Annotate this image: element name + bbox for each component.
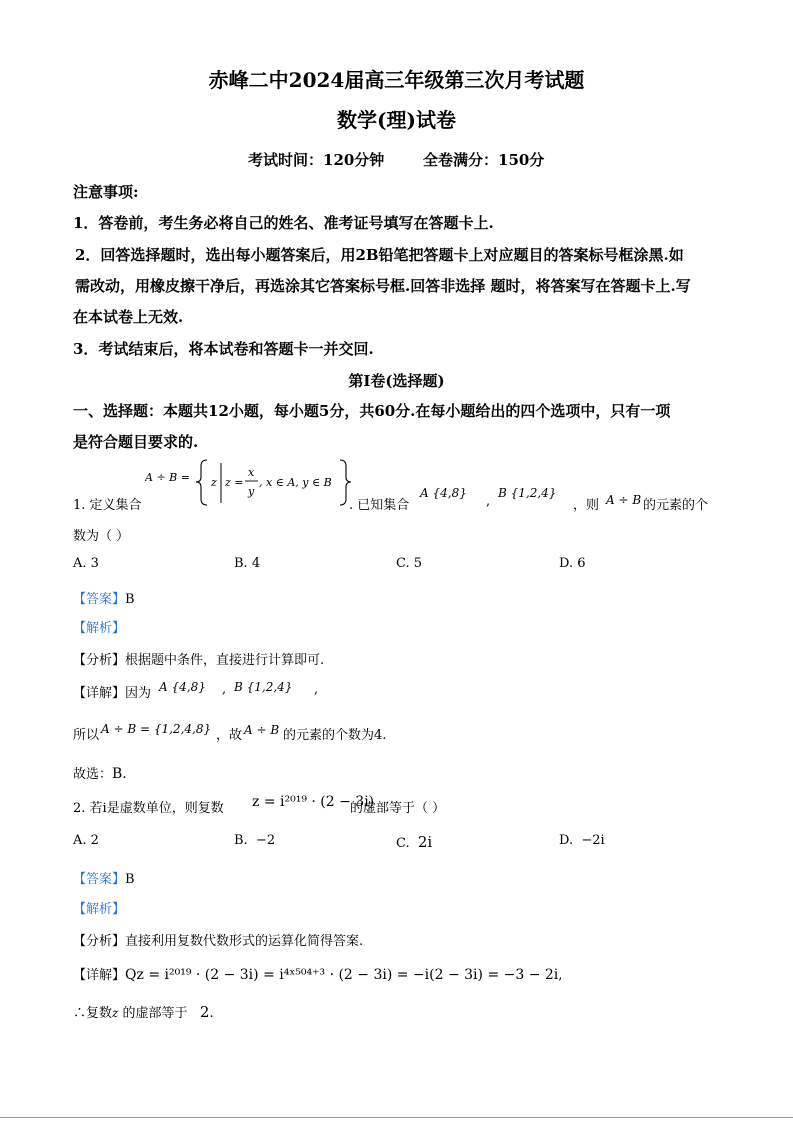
exam-score-info: 全卷满分：150分 [423,151,545,169]
xiangjie-text: 因为 [125,686,152,701]
q2-analysis-tag: 【解析】 [73,902,126,917]
q1-stem-end: 的元素的个 [643,498,709,513]
q2-option-c [396,833,432,851]
q1-option-a: A. 3 [73,556,99,571]
xiangjie-expr: Qz = i²⁰¹⁹ · (2 − 3i) = i⁴ˣ⁵⁰⁴⁺³ · (2 − 3i) = −i(2 − 3i) = −3 − 2i [125,967,559,983]
option-label: C. [396,836,410,851]
notes-item-2-line-1: 2．回答选择题时，选出每小题答案后，用2B铅笔把答题卡上对应题目的答案标号框涂黑.如 [75,246,684,264]
q1-stem-end-expr: A ÷ B [606,493,642,507]
choose-answer: B. [112,766,127,782]
q1-option-c: C. 5 [396,556,423,571]
exam-title: 赤峰二中2024届高三年级第三次月考试题 [208,68,585,92]
fenxi-tag: 【分析】 [73,653,126,668]
conclusion-value: 2 [199,1003,210,1021]
q2-answer [73,868,135,887]
q1-frac-denominator: y [248,485,255,498]
q1-set-b: B {1,2,4} [498,486,557,500]
section-instructions-line-1: 一、选择题：本题共12小题，每小题5分，共60分.在每小题给出的四个选项中，只有一项 [73,402,671,420]
q1-set-variable: z [211,476,217,489]
conclusion-prefix: ∴复数 [73,1006,113,1021]
option-label: D. [559,833,574,848]
q2-option-a: A. 2 [73,833,99,848]
option-label: B. [234,833,248,848]
q1-set-definition-formula [145,455,355,509]
q1-choose [73,763,127,782]
notes-heading: 注意事项: [73,183,139,201]
q1-analysis-tag: 【解析】 [73,621,126,636]
fenxi-text: 根据题中条件，直接进行计算即可. [125,653,325,668]
q1-frac-lhs: z = [225,476,244,489]
xiangjie-tag: 【详解】 [73,968,126,983]
answer-value: B [125,872,135,887]
q1-option-b: B. 4 [234,556,261,571]
q1-formula-prefix: A ÷ B = [145,471,190,484]
q1-so-expr: A ÷ B = {1,2,4,8} [101,722,212,736]
conclusion-mid: 的虚部等于 [122,1006,188,1021]
q1-xiangjie [73,682,151,701]
answer-value: B [125,592,135,607]
option-value: −2i [581,833,605,848]
notes-item-2-line-2: 需改动，用橡皮擦干净后，再选涂其它答案标号框.回答非选择 题时，将答案写在答题卡上.写 [75,277,691,295]
q1-frac-numerator: x [248,466,255,479]
q2-stem-expr: z = i²⁰¹⁹ · (2 − 3i) [252,794,375,810]
option-value: 2i [417,833,433,851]
section-title: 第Ⅰ卷(选择题) [348,372,445,390]
q1-set-a: A {4,8} [420,486,467,500]
q1-so-text: 所以 [73,728,100,743]
xiangjie-tag: 【详解】 [73,686,126,701]
notes-item-2-line-3: 在本试卷上无效. [73,308,184,326]
exam-time-info: 考试时间：120分钟 [248,151,385,169]
q1-fenxi [73,649,324,668]
q1-stem-start: 1. 定义集合 [73,498,142,513]
notes-item-3: 3．考试结束后，将本试卷和答题卡一并交回. [73,340,374,358]
q1-comma: , [486,494,491,509]
answer-tag: 【答案】 [73,872,126,887]
page-bottom-rule [0,1117,793,1118]
fenxi-text: 直接利用复数代数形式的运算化简得答案. [125,934,364,949]
q2-option-d [559,833,605,848]
section-instructions-line-2: 是符合题目要求的. [73,433,199,451]
xiangjie-end: , [558,968,563,983]
q2-xiangjie [73,964,562,983]
notes-item-1: 1．答卷前，考生务必将自己的姓名、准考证号填写在答题卡上. [73,214,494,232]
q1-so-mid: ，故 [216,728,243,743]
q2-fenxi [73,930,363,949]
q1-so-expr-2: A ÷ B [244,723,280,737]
q1-xiangjie-set-a: A {4,8} [159,680,206,694]
answer-tag: 【答案】 [73,592,126,607]
option-value: −2 [255,833,276,848]
q1-xiangjie-comma-1: , [222,682,227,697]
q2-conclusion [73,1002,214,1021]
q1-stem-end-prefix: ，则 [573,498,600,513]
conclusion-end: . [209,1006,214,1021]
exam-subtitle: 数学(理)试卷 [337,108,456,132]
q1-set-condition: , x ∈ A, y ∈ B [259,476,332,489]
q1-answer [73,588,135,607]
q1-option-d: D. 6 [559,556,586,571]
q1-stem-mid: . 已知集合 [349,498,410,513]
choose-label: 故选： [73,767,113,782]
q1-so-end: 的元素的个数为4. [283,728,387,743]
conclusion-var: z [112,1006,119,1020]
q2-stem-end: 的虚部等于（ ） [350,801,446,816]
q1-stem-line-2: 数为（ ） [73,529,130,544]
fenxi-tag: 【分析】 [73,934,126,949]
q2-option-b [234,833,275,848]
q2-stem-start: 2. 若i是虚数单位，则复数 [73,801,224,816]
q1-xiangjie-comma-2: , [314,682,319,697]
q1-xiangjie-set-b: B {1,2,4} [234,680,293,694]
